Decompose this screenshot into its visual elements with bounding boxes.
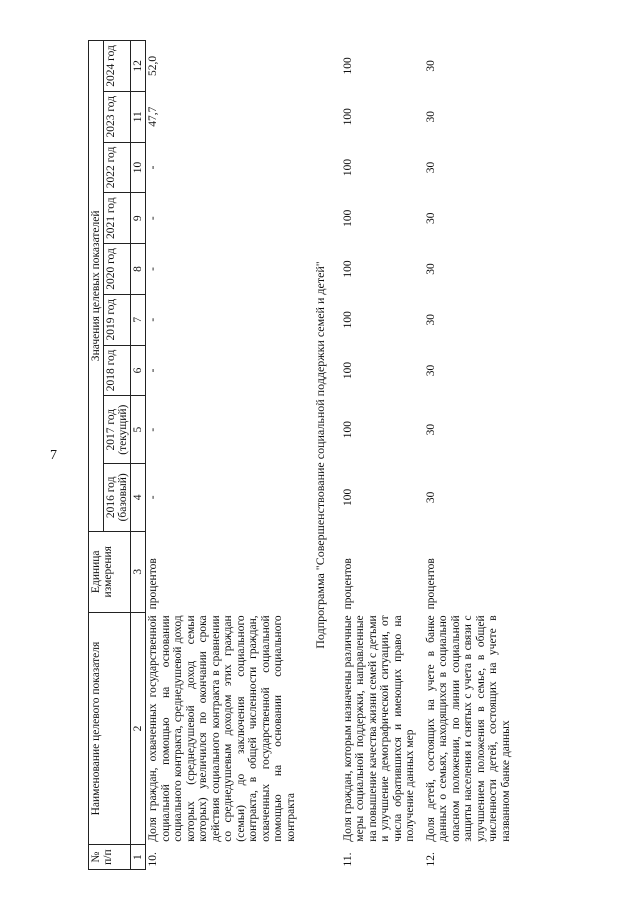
header-year: 2020 год	[104, 244, 131, 295]
table-row	[424, 41, 514, 870]
row-value: 100	[341, 108, 354, 126]
row-value: 100	[341, 311, 354, 329]
row-value: 100	[341, 260, 354, 278]
row-value: -	[147, 267, 159, 271]
row-name: Доля детей, состоящих на учете в банке данных о семьях, находящихся в социально опасном положении, по линии социальной защиты населения и снятых с учета в связи с улучшением положения в семье, в общей численности детей, состоящих на учете в названном банке данных	[424, 615, 512, 842]
target-indicators-table	[88, 40, 513, 870]
header-year: 2024 год	[104, 41, 131, 92]
row-unit: процентов	[341, 558, 354, 610]
header-year: 2016 год (базовый)	[104, 464, 131, 532]
table-row	[146, 41, 299, 870]
row-value: -	[147, 317, 159, 322]
row-value: 30	[424, 60, 437, 72]
column-number: 5	[131, 396, 146, 464]
row-value: 30	[424, 212, 437, 224]
row-value: -	[147, 165, 159, 170]
column-number: 12	[131, 41, 146, 92]
header-year: 2021 год	[104, 193, 131, 244]
column-number: 2	[131, 612, 146, 844]
row-value: -	[147, 427, 159, 432]
header-year: 2023 год	[104, 91, 131, 142]
column-number: 6	[131, 345, 146, 396]
row-num: 11.	[341, 852, 354, 867]
column-number: 4	[131, 464, 146, 532]
row-value: 100	[341, 488, 354, 506]
row-value: 30	[424, 364, 437, 377]
header-num: № п/п	[89, 845, 131, 870]
row-value: 100	[341, 57, 354, 75]
page-number: 7	[50, 448, 57, 463]
header-unit: Единица измерения	[89, 531, 131, 612]
table-row	[341, 41, 418, 870]
header-name: Наименование целевого показателя	[89, 612, 131, 844]
row-value: -	[147, 368, 159, 373]
row-value: 52,0	[147, 55, 159, 76]
row-name: Доля граждан, охваченных государственной социальной помощью на основании социального контракта, среднедушевой доход которых (среднедушевой доход семьи которых) увеличился по окончании срока действия социального контракта в сравнении со среднедушевым доходом этих граждан (семьи) до заключения социального контракта, в общей численности граждан, охваченных государственной социальной помощью на основании социального контракта	[147, 615, 297, 842]
column-number: 7	[131, 294, 146, 345]
column-number: 1	[131, 845, 146, 870]
row-value: 30	[424, 423, 437, 436]
row-unit: процентов	[424, 558, 437, 610]
row-name: Доля граждан, которым назначены различные меры социальной поддержки, направленные на повышение качества жизни семей с детьми и улучшение демографической ситуации, от числа обратившихся и имеющих право на получение данных мер	[341, 615, 416, 842]
row-value: 100	[341, 209, 354, 227]
row-value: 30	[424, 161, 437, 174]
row-value: -	[147, 495, 159, 500]
row-value: 30	[424, 313, 437, 326]
row-value: 30	[424, 110, 437, 123]
column-number: 3	[131, 531, 146, 612]
row-value: 100	[341, 158, 354, 177]
column-number: 10	[131, 142, 146, 193]
row-num: 12.	[424, 852, 437, 867]
header-group: Значения целевых показателей	[89, 41, 104, 532]
row-num: 10.	[147, 852, 159, 867]
row-value: -	[147, 216, 159, 221]
header-year: 2017 год (текущий)	[104, 396, 131, 464]
row-value: 100	[341, 421, 354, 439]
row-unit: процентов	[147, 558, 159, 610]
header-year: 2019 год	[104, 294, 131, 345]
column-number: 8	[131, 244, 146, 295]
column-number: 9	[131, 193, 146, 244]
row-value: 47,7	[147, 106, 159, 127]
row-value: 30	[424, 263, 437, 275]
row-value: 30	[424, 491, 437, 504]
row-value: 100	[341, 361, 354, 380]
header-year: 2022 год	[104, 142, 131, 193]
column-number: 11	[131, 91, 146, 142]
header-year: 2018 год	[104, 345, 131, 396]
subprogram-title: Подпрограмма "Совершенствование социальной поддержки семей и детей"	[313, 261, 327, 649]
rotated-table-area	[88, 40, 618, 870]
